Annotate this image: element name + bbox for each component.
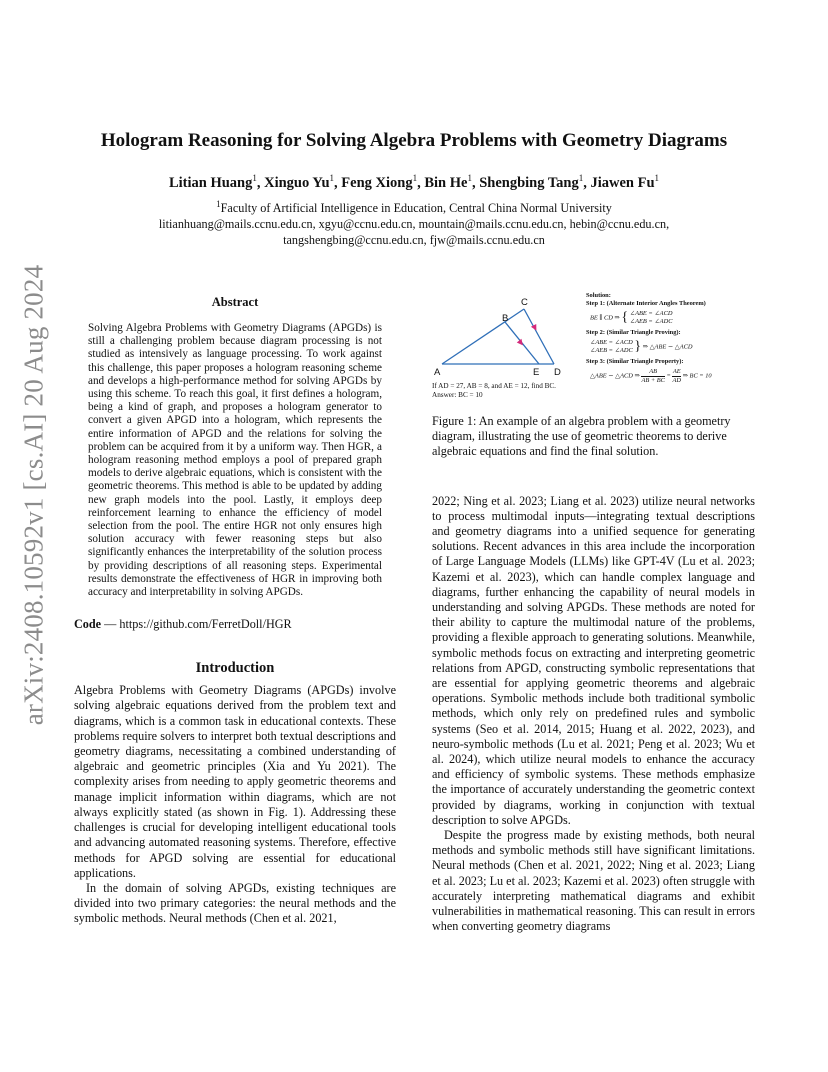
fraction-numerator: AB [641,368,664,377]
author-name: Xinguo Yu [264,174,330,191]
abstract-text: Solving Algebra Problems with Geometry Diagrams (APGDs) is still a challenging problem because diagram processing is not studied as intensively as language processing. To work against this challenge, this paper proposes a hologram reasoning scheme and develops a high-performance method for solving APGDs by using this scheme. To reach this goal, it first defines a hologram, being a kind of graph, and proposes a hologram generator to convert a given APGD into a hologram, which represents the entire information of APGD and the relations for solving the problem can be acquired from it by a uniform way. Then HGR, a hologram reasoning method employs a pool of prepared graph models to derive algebraic equations, which is consistent with the geometric theorems. This method is able to be updated by adding new graph models into the pool. Lastly, it employs deep reinforcement learning to enhance the efficiency of model selection from the pool. The entire HGR not only ensures high solution accuracy with fewer reasoning steps but also significantly enhances the interpretability of the solution process by providing descriptions of all reasoning steps. Experimental results demonstrate the effectiveness of HGR in improving both accuracy and interpretability in solving APGDs. [88,322,382,599]
author-name: Shengbing Tang [479,174,579,191]
code-link[interactable]: https://github.com/FerretDoll/HGR [119,617,292,632]
angle-equation: ∠ABE = ∠ACD [629,310,673,317]
figure-1 [432,288,755,406]
affiliation-block [120,196,708,248]
answer-text: Answer: BC = 10 [432,391,483,399]
step-3-lhs: △ABE ∼ △ACD ⇒ [590,372,640,380]
solution-step-1: Step 1: (Alternate Interior Angles Theorem) [586,300,706,307]
arxiv-identifier-text: arXiv:2408.10592v1 [cs.AI] 20 Aug 2024 [18,264,49,726]
figure-caption: Figure 1: An example of an algebra problem with a geometry diagram, illustrating the use of geometric theorems to derive algebraic equations and find the final solution. [432,414,731,459]
email-line: tangshengbing@ccnu.edu.cn, fjw@mails.ccnu.edu.cn [283,233,545,248]
point-label-c: C [521,297,528,308]
line-ac [442,309,524,364]
right-body [432,494,755,935]
author-affiliation-mark: 1 [654,173,660,183]
solution-step-3: Step 3: (Similar Triangle Property): [586,358,684,365]
author-affiliation-mark: 1 [252,173,257,183]
author-affiliation-mark: 1 [412,173,418,183]
angle-equation: ∠ABE = ∠ACD [590,339,633,346]
affiliation-name: Faculty of Artificial Intelligence in Education, Central China Normal University [220,201,612,216]
code-label: Code [74,617,102,632]
author-affiliation-mark: 1 [467,173,472,183]
affiliation-line [120,196,708,216]
step-2-angles [590,339,633,355]
introduction-paragraph: Algebra Problems with Geometry Diagrams (APGDs) involve solving algebraic equations derived from the problem text and diagrams, which is a common task in educational contexts. These problems require solvers to interpret both textual descriptions and geometry diagrams, necessitating a combined understanding of algebraic and geometric principles (Xia and Yu 2021). The complexity arises from needing to apply geometric theorems and manage implicit information within diagrams, which are not always explicitly stated (as shown in Fig. 1). Addressing these challenges is crucial for developing intelligent educational tools and advancing automated reasoning systems. Therefore, effective methods for APGD solving are essential for educational applications. [74,683,396,880]
introduction-paragraph: In the domain of solving APGDs, existing techniques are divided into two primary categories: the neural methods and the symbolic methods. Neural methods (Chen et al. 2021, [74,880,396,926]
arxiv-identifier [14,264,54,726]
line-cd [524,309,554,364]
point-label-e: E [533,367,540,378]
solution-step-2: Step 2: (Similar Triangle Proving): [586,329,681,336]
author-name: Jiawen Fu [590,174,655,191]
step-3-equation [586,368,756,385]
point-label-a: A [434,367,441,378]
introduction-heading: Introduction [195,660,275,677]
step-1-angles [630,310,673,326]
email-line: litianhuang@mails.ccnu.edu.cn, xgyu@ccnu.edu.cn, mountain@mails.ccnu.edu.cn, hebin@ccnu.edu.cn, [158,217,670,232]
left-column [74,295,396,927]
angle-equation: ∠AEB = ∠ADC [590,347,633,354]
author-name: Feng Xiong [341,174,413,191]
affiliation-mark: 1 [216,199,221,209]
fraction [641,368,664,385]
right-column [432,288,755,935]
angle-equation: ∠AEB = ∠ADC [629,318,673,325]
solution-heading: Solution: [586,292,611,299]
solution-panel [586,292,756,385]
step-2-rhs: ⇒ △ABE ∼ △ACD [642,343,693,351]
step-1-lhs: BE ∥ CD ⇒ [590,314,620,322]
body-paragraph: Despite the progress made by existing methods, both neural methods and symbolic methods still have significant limitations. Neural methods (Chen et al. 2021, 2022; Ning et al. 2023; Liang et al. 2023; Lu et al. 2023; Kazemi et al. 2023) often struggle with accurately interpreting mathematical diagrams and exhibit vulnerabilities in mathematical reasoning. This can result in errors when converting geometry diagrams [432,828,755,934]
point-label-d: D [554,367,561,378]
step-2-equation: ∠ABE = ∠ACD ∠AEB = ∠ADC } ⇒ △ABE ∼ △ACD [590,339,693,354]
step-1-equation: BE ∥ CD ⇒ { ∠ABE = ∠ACD ∠AEB = ∠ADC [590,310,673,325]
fraction-denominator: AB + BC [641,377,665,384]
equals-sign: = [666,372,671,380]
fraction-denominator: AD [672,377,681,384]
question-text: If AD = 27, AB = 8, and AE = 12, find BC. [432,382,556,390]
point-label-b: B [502,313,509,324]
author-affiliation-mark: 1 [578,173,584,183]
geometry-diagram [432,288,582,380]
author-name: Litian Huang [168,174,253,191]
fraction [672,368,681,385]
code-line [74,617,396,632]
fraction-numerator: AE [672,368,681,375]
step-3-rhs: ⇒ BC = 10 [682,372,712,380]
figure-question [432,382,592,400]
abstract-heading: Abstract [211,295,259,309]
paper-title: Hologram Reasoning for Solving Algebra Problems with Geometry Diagrams [100,130,728,151]
body-paragraph: 2022; Ning et al. 2023; Liang et al. 2023) utilize neural networks to process multimodal inputs—integrating textual descriptions and geometry diagrams into a unified sequence for generating solutions. Recent advances in this area include the incorporation of Large Language Models (LLMs) like GPT-4V (Lu et al. 2023; Kazemi et al. 2023), which can handle complex language and diagrams, further enhancing the capability of neural models in understanding and solving APGDs. These methods are noted for their ability to capture the multimodal nature of the problems, providing a flexible approach to generating solutions. Meanwhile, symbolic methods focus on extracting and interpreting geometric relations from APGD, constructing symbolic representations that are essential for applying geometric theorems and algebraic operations. Symbolic methods include both traditional symbolic methods, which only rely on predefined rules and symbolic systems (Seo et al. 2014, 2015; Huang et al. 2022, 2023), and neuro-symbolic methods (Lu et al. 2021; Peng et al. 2023; Wu et al. 2024), which utilize neural models to enhance the accuracy and efficiency of symbolic systems. These methods emphasize the importance of accurately understanding the geometric context provided by diagrams, working in conjunction with textual description to solve APGDs. [432,493,755,827]
author-affiliation-mark: 1 [329,173,335,183]
author-name: Bin He [424,174,468,191]
author-list: Litian Huang$^1$, Xinguo Yu$^1$, Feng Xiong$^1$, Bin He$^1$, Shengbing Tang$^1$, Jiawen Fu$^1$ [168,173,660,191]
code-dash: — [101,617,120,632]
